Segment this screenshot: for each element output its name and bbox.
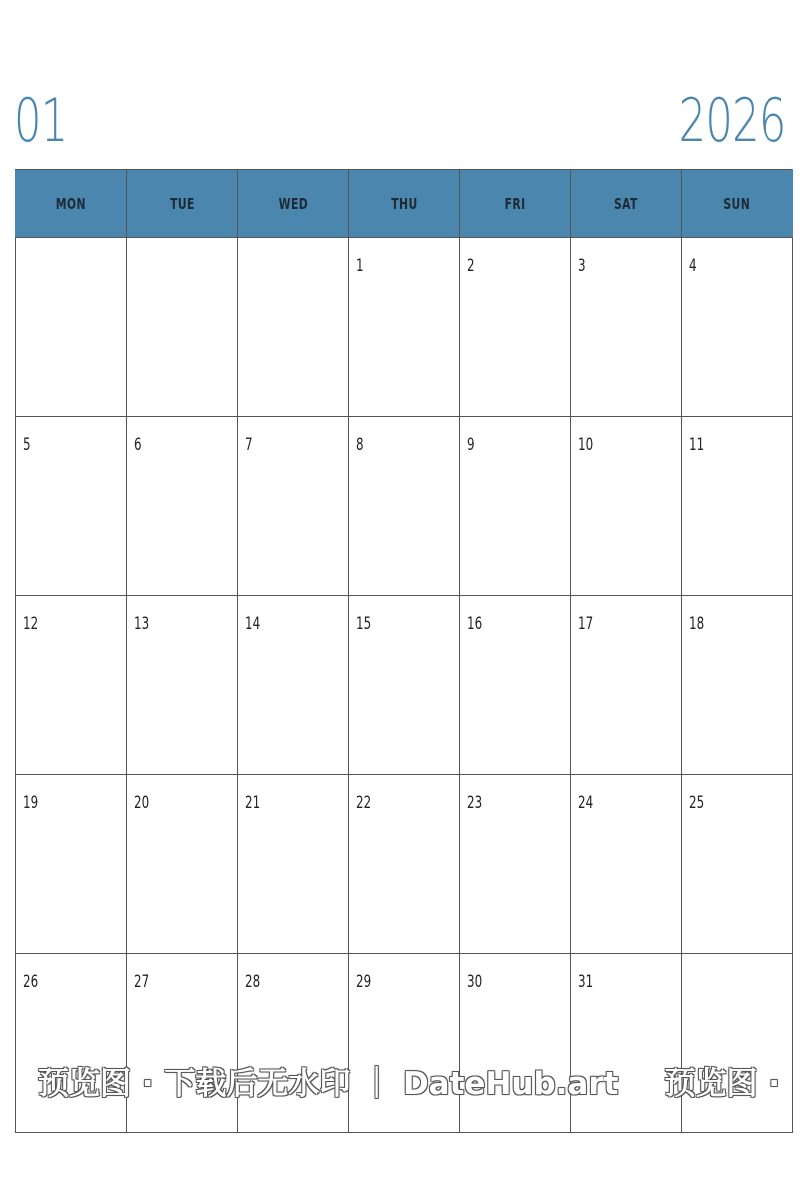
day-number: 18 — [689, 614, 705, 634]
day-cell — [349, 417, 460, 596]
day-cell — [16, 596, 127, 775]
day-number: 31 — [578, 972, 594, 992]
day-number: 20 — [134, 793, 150, 813]
day-cell — [682, 954, 793, 1133]
day-cell — [238, 596, 349, 775]
day-cell — [127, 238, 238, 417]
day-number: 19 — [23, 793, 39, 813]
day-number: 30 — [467, 972, 483, 992]
week-row — [16, 238, 793, 417]
day-number: 7 — [245, 435, 253, 455]
day-number: 15 — [356, 614, 372, 634]
day-number: 13 — [134, 614, 150, 634]
day-number: 29 — [356, 972, 372, 992]
day-cell — [16, 238, 127, 417]
week-row — [16, 775, 793, 954]
day-cell — [349, 775, 460, 954]
day-cell — [349, 238, 460, 417]
day-cell — [682, 596, 793, 775]
day-cell — [238, 775, 349, 954]
day-cell — [238, 238, 349, 417]
day-number: 3 — [578, 256, 586, 276]
day-cell — [127, 596, 238, 775]
watermark-text-repeat: 预览图 · — [664, 1066, 781, 1102]
day-number: 25 — [689, 793, 705, 813]
day-cell — [460, 238, 571, 417]
day-number: 27 — [134, 972, 150, 992]
watermark-text: 预览图 · 下载后无水印 ｜ DateHub.art — [38, 1066, 619, 1102]
day-number: 9 — [467, 435, 475, 455]
day-cell — [127, 954, 238, 1133]
day-cell — [127, 417, 238, 596]
day-cell — [682, 417, 793, 596]
day-cell — [16, 775, 127, 954]
day-cell — [571, 596, 682, 775]
day-cell — [238, 417, 349, 596]
day-cell — [460, 417, 571, 596]
week-row — [16, 954, 793, 1133]
watermark — [38, 1058, 780, 1103]
day-number: 5 — [23, 435, 31, 455]
day-cell — [16, 417, 127, 596]
day-cell — [460, 596, 571, 775]
day-cell — [682, 775, 793, 954]
day-cell — [460, 775, 571, 954]
day-number: 6 — [134, 435, 142, 455]
day-number: 16 — [467, 614, 483, 634]
weekday-header-tue: TUE — [127, 170, 238, 238]
weekday-header-sat: SAT — [571, 170, 682, 238]
day-cell — [682, 238, 793, 417]
week-row — [16, 417, 793, 596]
month-grid — [15, 169, 793, 1133]
day-cell — [238, 954, 349, 1133]
day-number: 10 — [578, 435, 594, 455]
day-number: 23 — [467, 793, 483, 813]
day-cell — [571, 775, 682, 954]
weekday-header-sun: SUN — [682, 170, 793, 238]
day-number: 14 — [245, 614, 261, 634]
day-cell — [349, 954, 460, 1133]
weekday-header-fri: FRI — [460, 170, 571, 238]
weekday-header-thu: THU — [349, 170, 460, 238]
day-number: 24 — [578, 793, 594, 813]
year-label: 2026 — [678, 86, 786, 156]
day-number: 11 — [689, 435, 705, 455]
day-cell — [349, 596, 460, 775]
day-number: 22 — [356, 793, 372, 813]
weekday-header-wed: WED — [238, 170, 349, 238]
day-number: 26 — [23, 972, 39, 992]
day-number: 12 — [23, 614, 39, 634]
day-number: 8 — [356, 435, 364, 455]
day-cell — [127, 775, 238, 954]
day-number: 21 — [245, 793, 261, 813]
week-row — [16, 596, 793, 775]
day-cell — [16, 954, 127, 1133]
day-number: 28 — [245, 972, 261, 992]
day-cell — [571, 238, 682, 417]
day-number: 17 — [578, 614, 594, 634]
day-cell — [571, 417, 682, 596]
weekday-header-mon: MON — [16, 170, 127, 238]
day-cell — [571, 954, 682, 1133]
day-cell — [460, 954, 571, 1133]
day-number: 1 — [356, 256, 364, 276]
day-number: 4 — [689, 256, 697, 276]
weekday-header-row — [16, 170, 793, 238]
day-number: 2 — [467, 256, 475, 276]
month-number: 01 — [14, 86, 68, 156]
